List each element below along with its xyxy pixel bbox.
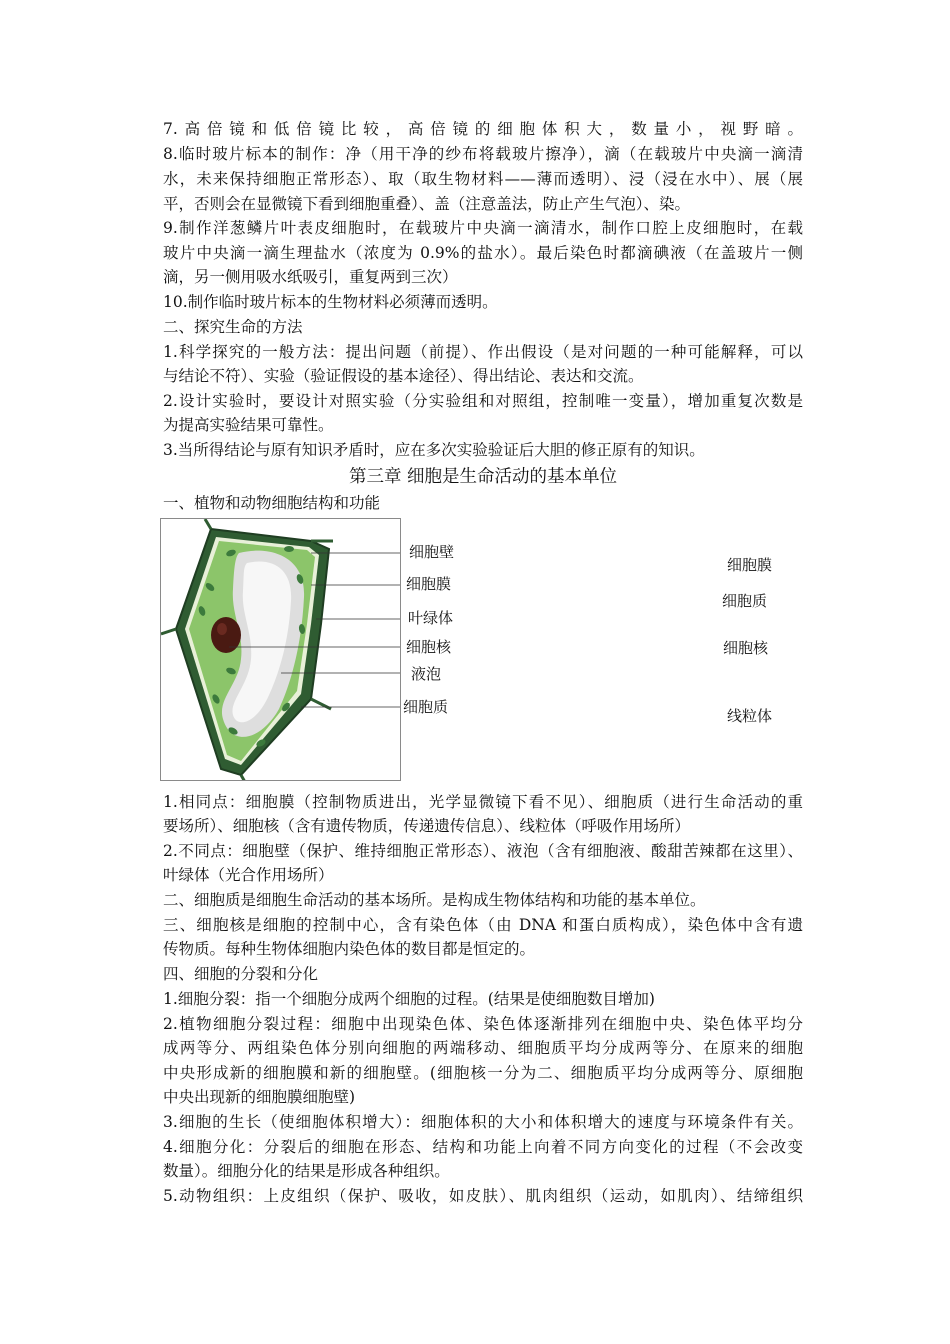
plant-cell-illustration bbox=[161, 519, 401, 781]
paragraph-line: 滴，另一侧用吸水纸吸引，重复两到三次） bbox=[163, 268, 458, 286]
paragraph-line: 中央出现新的细胞膜细胞壁) bbox=[163, 1088, 356, 1106]
section-heading: 二、探究生命的方法 bbox=[163, 318, 303, 336]
paragraph-line: 3.细胞的生长（使细胞体积增大）：细胞体积的大小和体积增大的速度与环境条件有关。 bbox=[163, 1113, 803, 1131]
paragraph-line: 2.不同点：细胞壁（保护、维持细胞正常形态）、液泡（含有细胞液、酸甜苦辣都在这里）、 bbox=[163, 842, 803, 860]
label-cell-wall: 细胞壁 bbox=[409, 543, 455, 561]
paragraph-line: 2.设计实验时，要设计对照实验（分实验组和对照组，控制唯一变量），增加重复次数是 bbox=[163, 392, 803, 410]
paragraph-line: 为提高实验结果可靠性。 bbox=[163, 416, 334, 434]
paragraph-line: 5.动物组织：上皮组织（保护、吸收，如皮肤）、肌肉组织（运动，如肌肉）、结缔组织 bbox=[163, 1187, 803, 1205]
label-cytoplasm: 细胞质 bbox=[403, 698, 449, 716]
paragraph-line: 平，否则会在显微镜下看到细胞重叠）、盖（注意盖法，防止产生气泡）、染。 bbox=[163, 195, 691, 213]
label-nucleus: 细胞核 bbox=[406, 638, 452, 656]
label-animal-cell-membrane: 细胞膜 bbox=[727, 556, 773, 574]
label-mitochondria: 线粒体 bbox=[727, 707, 773, 725]
label-chloroplast: 叶绿体 bbox=[408, 609, 454, 627]
paragraph-line: 三、细胞核是细胞的控制中心，含有染色体（由 DNA 和蛋白质构成），染色体中含有遗 bbox=[163, 916, 803, 934]
paragraph-line: 传物质。每种生物体细胞内染色体的数目都是恒定的。 bbox=[163, 940, 536, 958]
paragraph-line: 1.相同点：细胞膜（控制物质进出，光学显微镜下看不见）、细胞质（进行生命活动的重 bbox=[163, 793, 803, 811]
section-heading: 二、细胞质是细胞生命活动的基本场所。是构成生物体结构和功能的基本单位。 bbox=[163, 891, 706, 909]
label-cell-membrane: 细胞膜 bbox=[406, 575, 452, 593]
paragraph-line: 8.临时玻片标本的制作：净（用干净的纱布将载玻片擦净），滴（在载玻片中央滴一滴清 bbox=[163, 145, 803, 163]
paragraph-line: 要场所）、细胞核（含有遗传物质，传递遗传信息）、线粒体（呼吸作用场所） bbox=[163, 817, 691, 835]
paragraph-line: 成两等分、两组染色体分别向细胞的两端移动、细胞质平均分成两等分、在原来的细胞 bbox=[163, 1039, 803, 1057]
paragraph-line: 7.高倍镜和低倍镜比较，高倍镜的细胞体积大，数量小，视野暗。 bbox=[163, 120, 803, 138]
paragraph-line: 1.细胞分裂：指一个细胞分成两个细胞的过程。(结果是使细胞数目增加) bbox=[163, 990, 655, 1008]
paragraph-line: 与结论不符）、实验（验证假设的基本途径）、得出结论、表达和交流。 bbox=[163, 367, 644, 385]
paragraph-line: 1.科学探究的一般方法：提出问题（前提）、作出假设（是对问题的一种可能解释，可以 bbox=[163, 343, 803, 361]
paragraph-line: 4.细胞分化：分裂后的细胞在形态、结构和功能上向着不同方向变化的过程（不会改变 bbox=[163, 1138, 803, 1156]
paragraph-line: 数量）。细胞分化的结果是形成各种组织。 bbox=[163, 1162, 450, 1180]
section-heading: 一、植物和动物细胞结构和功能 bbox=[163, 494, 381, 512]
label-animal-nucleus: 细胞核 bbox=[723, 639, 769, 657]
paragraph-line: 玻片中央滴一滴生理盐水（浓度为 0.9%的盐水）。最后染色时都滴碘液（在盖玻片一侧 bbox=[163, 244, 803, 262]
paragraph-line: 中央形成新的细胞膜和新的细胞壁。(细胞核一分为二、细胞质平均分成两等分、原细胞 bbox=[163, 1064, 803, 1082]
label-vacuole: 液泡 bbox=[411, 665, 442, 683]
paragraph-line: 9.制作洋葱鳞片叶表皮细胞时，在载玻片中央滴一滴清水，制作口腔上皮细胞时，在载 bbox=[163, 219, 803, 237]
paragraph-line: 叶绿体（光合作用场所） bbox=[163, 866, 334, 884]
label-animal-cytoplasm: 细胞质 bbox=[722, 592, 768, 610]
paragraph-line: 水，未来保持细胞正常形态）、取（取生物材料——薄而透明）、浸（浸在水中）、展（展 bbox=[163, 170, 803, 188]
chapter-title: 第三章 细胞是生命活动的基本单位 bbox=[348, 467, 618, 487]
paragraph-line: 2.植物细胞分裂过程：细胞中出现染色体、染色体逐渐排列在细胞中央、染色体平均分 bbox=[163, 1015, 803, 1033]
plant-cell-diagram bbox=[160, 518, 401, 781]
paragraph-line: 10.制作临时玻片标本的生物材料必须薄而透明。 bbox=[163, 293, 498, 311]
section-heading: 四、细胞的分裂和分化 bbox=[163, 965, 319, 983]
paragraph-line: 3.当所得结论与原有知识矛盾时，应在多次实验验证后大胆的修正原有的知识。 bbox=[163, 441, 705, 459]
